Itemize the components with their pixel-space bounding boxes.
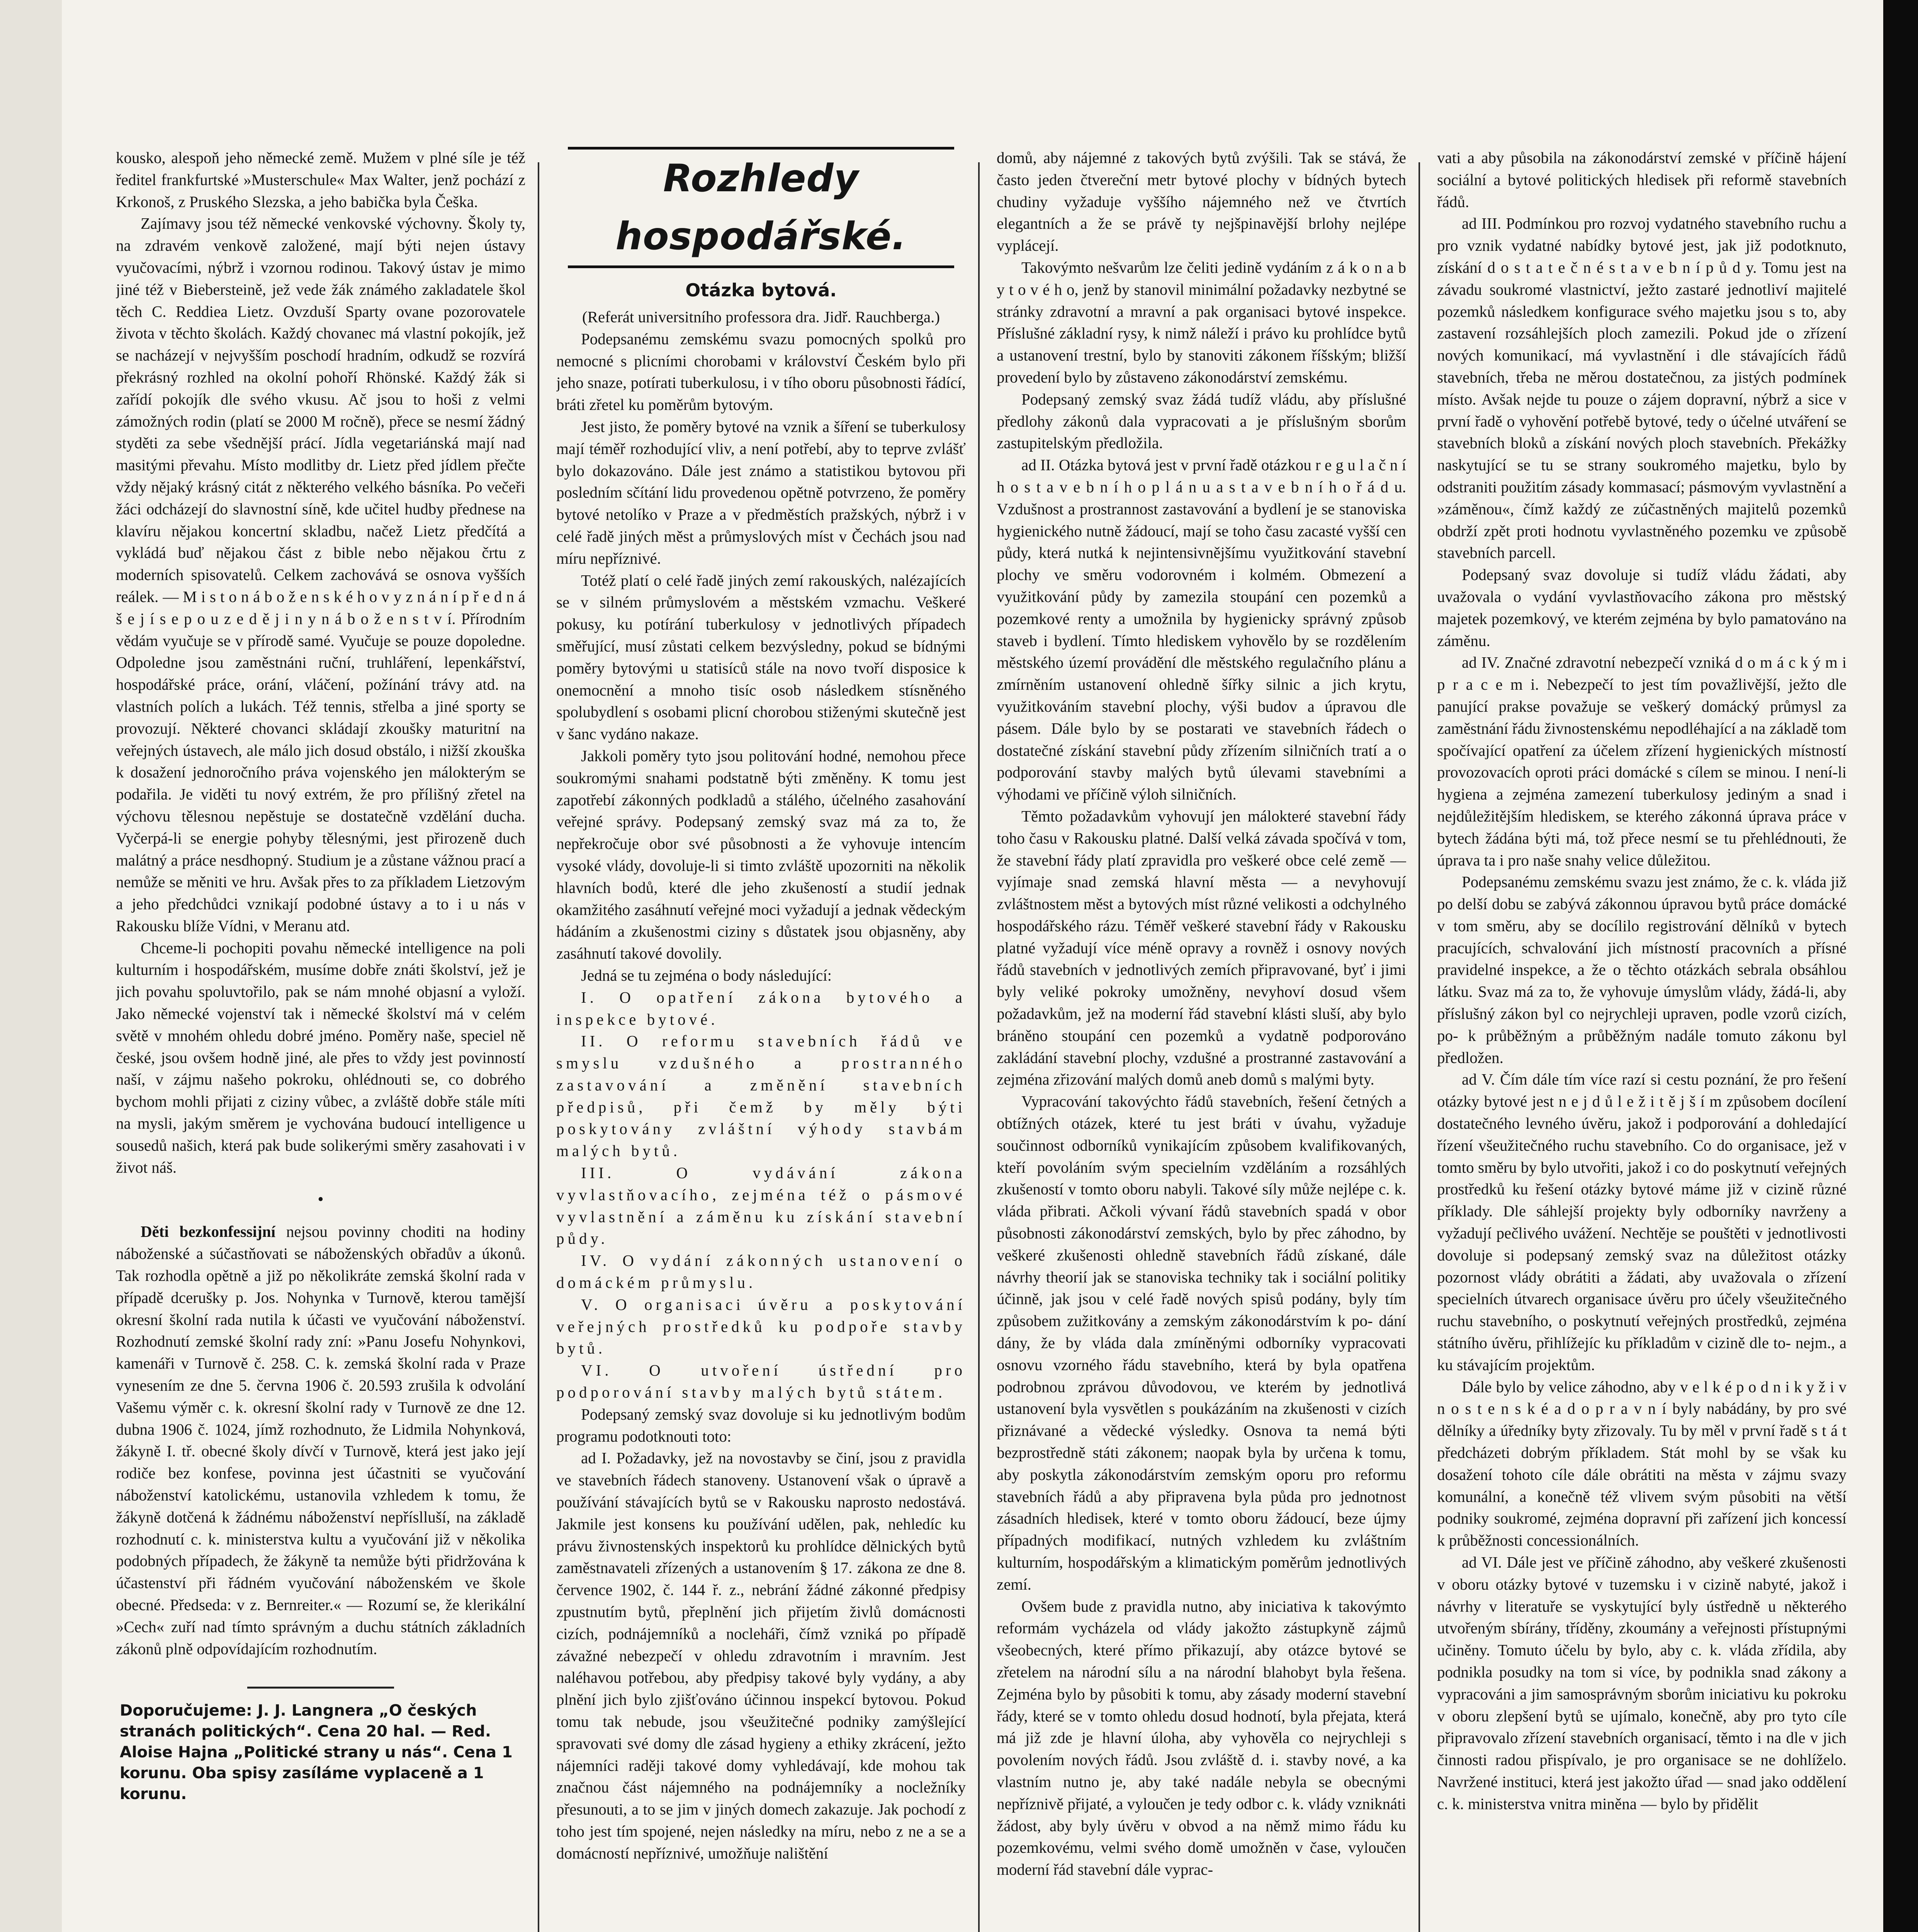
paragraph: ad II. Otázka bytová jest v první řadě otázkou r e g u l a č n í h o s t a v e b n í h o p l á n u a s t a v e b n í h o ř á d u. Vzdušnost a prostrannost zastavování a bydlení je se stanoviska hygienického nutně žádoucí, mají se toho času zacasté vyšší cen půdy, která nutká k nejintensivnějšímu využitkování stavební plochy ve směru vodorovném i kolmém. Obmezení a využitkování půdy by zamezila stoupání cen pozemků a pozemkové renty a umožnila by hygienicky správný způsob staveb i bydlení. Tímto hlediskem vyhovělo by se rozdělením městského území provádění dle městského regulačního plánu a zmírněním ustanovení ohledně šířky silnic a jich krytu, využitkováním stavební plochy, výši budov a úpravou dle pásem. Dále bylo by se postarati ve stavebních řádech o dostatečné získání stavební půdy zřízením silničních tratí a o podporování stavby malých bytů úlevami stavebními a výhodami ve příčině výloh silničních. bbox=[997, 456, 1406, 803]
newspaper-page bbox=[116, 147, 1847, 1932]
column-3 bbox=[997, 147, 1406, 1932]
column-rule bbox=[978, 162, 980, 1932]
program-point: VI. O utvoření ústřední pro podporování stavby malých bytů státem. bbox=[556, 1361, 966, 1401]
column-rule bbox=[1419, 162, 1420, 1932]
paragraph: vati a aby působila na zákonodárství zemské v příčině hájení sociální a bytové politických hledisek při reformě stavebních řádů. bbox=[1437, 149, 1847, 211]
paragraph: Dále bylo by velice záhodno, aby v e l k é p o d n i k y ž i v n o s t e n s k é a d o p r a v n í byly nabádány, by pro své dělníky a úředníky byty zřizovaly. Tu by měl v první řadě s t á t předcházeti dobrým příkladem. Stát mohl by se však ku dosažení tohoto cíle dále obrátiti na města v zájmu svazy komunální, a konečně též vlivem svým působiti na větší podniky soukromé, zejména dopravní při zařízení jich koncessí k průběžnosti concessionálních. bbox=[1437, 1378, 1847, 1549]
paragraph: ad IV. Značné zdravotní nebezpečí vzniká d o m á c k ý m i p r a c e m i. Nebezpečí to jest tím považlivější, ježto dle panující prakse považuje se veškerý domácký průmysl za zaměstnání řádu živnostenskému nepodléhající a na základě tom spočívající opatření za účelem zřízení hygienických místností provozovacích oproti práci domácké s cílem se minou. I není-li hygiena a zejména zamezení tuberkulosy jediným a snad i nejdůležitějším hlediskem, se kterého zákonná úprava práce v bytech žádána býti má, tož přece nesmí se tu přehlédnouti, že úprava ta i pro naše snahy velice důležitou. bbox=[1437, 653, 1847, 869]
paragraph: ad III. Podmínkou pro rozvoj vydatného stavebního ruchu a pro vznik vydatné nabídky bytové jest, jak již podotknuto, získání d o s t a t e č n é s t a v e b n í p ů d y. Tomu jest na závadu soukromé vlastnictví, ježto zastaré jednotliví majitelé pozemků následkem konfigurace svého majetku jsou s to, aby zastavení rozsáhlejších ploch zamezili. Pokud jde o zřízení nových komunikací, má vyvlastnění i dle stávajících řádů stavebních, třeba ne měrou dostatečnou, za jistých podmínek místo. Avšak nejde tu pouze o zájem dopravní, nýbrž a sice v první řadě o vyhovění potřebě bytové, tedy o účelné utváření se stavebních bloků a získání nových ploch stavebních. Překážky naskytující se tu se strany soukromého majetku, bylo by odstraniti použitím zásady kommasací; pásmovým vyvlastnění a »záměnou«, čímž každý ze zúčastněných majitelů pozemků obdrží zpět proti hodnotu vyvlastněného pozemku ve způsobě stavebních parcell. bbox=[1437, 214, 1847, 562]
article-subtitle: (Referát universitního professora dra. Jidř. Rauchberga.) bbox=[582, 308, 940, 326]
paragraph: Totéž platí o celé řadě jiných zemí rakouských, nalézajících se v silném průmyslovém a městském vzmachu. Veškeré pokusy, ku potírání tuberkulosy v jednotlivých případech směřující, musí zůstati celkem bezvýsledny, pokud se bídnými poměry bytovými u statisíců stále na novo tvoří disposice k onemocnění a mnoho tisíc osob následkem stísněného spolubydlení s osobami plicní chorobou stiženými skutečně jest v šanc vydáno nakaze. bbox=[556, 571, 966, 743]
paragraph: ad VI. Dále jest ve příčině záhodno, aby veškeré zkušenosti v oboru otázky bytové v tuzemsku i v cizině nabyté, jakož i návrhy v literatuře se vyskytující byly ústředně u některého utvořeným sbírány, tříděny, zkoumány a veřejnosti přístupnými učiněny. Tomuto účelu by bylo, aby c. k. vláda zřídila, aby podnikla posudky na tom si více, by podnikla snad zákony a vypracováni a jim samosprávným sborům iniciativu ku pokroku v oboru zlepšení bytů se ujímalo, konečně, aby pro tyto cíle připravovalo zřízení stavebních organisací, těmto i na dle v jich činnosti radou přispívalo, je pro organisace se ne dohlíželo. Navržené instituci, která jest jakožto úřad — snad jako oddělení c. k. ministerstva vnitra miněna — bylo by přidělit bbox=[1437, 1553, 1847, 1813]
paragraph: ad I. Požadavky, jež na novostavby se činí, jsou z pravidla ve stavebních řádech stanoveny. Ustanovení však o úpravě a používání stávajících bytů se v Rakousku naprosto nedostává. Jakmile jest konsens ku používání udělen, pak, nehledíc ku právu živnostenských inspektorů ku prohlídce dělnických bytů zaměstnavateli zřízených a ustanovením § 17. zákona ze dne 8. července 1902, č. 144 ř. z., nebrání žádné zákonné předpisy zpustnutím bytů, přeplnění jich přijetím živlů domácnosti cizích, podnájemníků a nocleháři, čímž vzniká po případě závažné nebezpečí v ohledu zdravotním i mravním. Jest naléhavou potřebou, aby předpisy takové byly vydány, a aby plnění jich bylo zjišťováno účinnou inspekcí bytovou. Pokud tomu tak nebude, jsou všeužitečné podniky zamýšlející spravovati své domy dle zásad hygieny a ethiky zkrácení, ježto nájemníci raději takové domy vyhledávají, kde mohou tak značnou část nájemného na podnájemníky a nocležníky přesunouti, a to se jim v jiných domech zakazuje. Jak pochodí z toho jest tím spojené, nejen následky na míru, nebo z ne a se a domácností nepříznivé, umožňuje nalištění bbox=[556, 1449, 966, 1862]
program-point: IV. O vydání zákonných ustanovení o domáckém průmyslu. bbox=[556, 1252, 966, 1292]
column-2 bbox=[556, 147, 966, 1932]
scan-margin-right bbox=[1883, 0, 1918, 1932]
divider bbox=[247, 1687, 394, 1689]
column-rule bbox=[538, 162, 539, 1932]
paragraph: Podepsaný svaz dovoluje si tudíž vládu žádati, aby uvažovala o vydání vyvlastňovacího zákona pro městský majetek pozemkový, ve kterém zejména by bylo pamatováno na záměnu. bbox=[1437, 566, 1847, 650]
paragraph: Takovýmto nešvarům lze čeliti jedině vydáním z á k o n a b y t o v é h o, jenž by stanovil minimální požadavky nezbytné se stránky zdravotní a mravní a pak organisaci bytové inspekce. Příslušné základní rysy, k nimž náleží i právo ku prohlídce bytů a ustanovení trestní, bylo by stanoviti zákonem říšským; bližší provedení bylo by zůstaveno zákonodárství zemskému. bbox=[997, 258, 1406, 386]
paragraph: Podepsaný zemský svaz žádá tudíž vládu, aby příslušné předlohy zákonů dala vypracovati a je příslušným sborům zastupitelským předložila. bbox=[997, 390, 1406, 452]
paragraph: kousko, alespoň jeho německé země. Mužem v plné síle je též ředitel frankfurtské »Musterschule« Max Walter, jenž pochází z Krkonoš, z Pruského Slezska, a jeho babička byla Češka. bbox=[116, 149, 525, 211]
news-item-lead: Děti bezkonfessijní bbox=[141, 1223, 275, 1241]
article-title: Otázka bytová. bbox=[685, 280, 837, 301]
book-notice: Doporučujeme: J. J. Langnera „O českých stranách politických“. Cena 20 hal. — Red. Aloise Hajna „Politické strany u nás“. Cena 1 korunu. Oba spisy zasíláme vyplaceně a 1 korunu. bbox=[120, 1702, 513, 1803]
rubric-header bbox=[568, 147, 954, 268]
paragraph: domů, aby nájemné z takových bytů zvýšili. Tak se stává, že často jeden čtvereční metr bytové plochy v bídných bytech chudiny vyžaduje vyššího nájemného než ve čtvrtích elegantních a že se právě ty nejšpinavější brlohy nejlépe vyplácejí. bbox=[997, 149, 1406, 255]
paragraph: Jakkoli poměry tyto jsou politování hodné, nemohou přece soukromými snahami podstatně býti změněny. K tomu jest zapotřebí zákonných podkladů a stálého, účelného zasahování veřejné správy. Podepsaný zemský svaz má za to, že nepřekročuje obor své působnosti a že vyhovuje intencím vysoké vlády, dovoluje-li si timto zvláště upozorniti na několik hlavních bodů, které dle jeho zkušeností a studií jednak okamžitého zasáhnutí veřejné moci vyžadují a jednak vědeckým hádáním a zkušenostmi ciziny s důstatek jsou objasněny, aby zasáhnutí takové dovolily. bbox=[556, 747, 966, 963]
program-point: III. O vydávání zákona vyvlastňovacího, zejména též o pásmové vyvlastnění a záměnu ku získání stavební půdy. bbox=[556, 1164, 966, 1248]
rubric-title: Rozhledy hospodářské. bbox=[615, 156, 907, 259]
paragraph: Podepsanému zemskému svazu jest známo, že c. k. vláda již po delší dobu se zabývá zákonnou úpravou bytů práce domácké v tom směru, aby se docílilo registrování dělníků v bytech pracujících, schvalování jich místností pracovních a přísné pravidelné inspekce, a že o těchto otázkách sebrala obsáhlou látku. Svaz má za to, že vyhovuje úmyslům vlády, žádá-li, aby příslušný zákon byl co nejrychleji upraven, podle vzorů cizích, po- k průběžným a průběžným nadále tomuto zákonu byl předložen. bbox=[1437, 873, 1847, 1066]
paragraph: Vypracování takovýchto řádů stavebních, řešení četných a obtížných otázek, které tu jest bráti v úvahu, vyžaduje součinnost odborníků vynikajícím způsobem kvalifikovaných, kteří povoláním svým specielním vzděláním a rozsáhlých zkušeností v tomto oboru nabyli. Takové síly může nejlépe c. k. vláda přibrati. Ačkoli vývaní řádů stavebních spadá v obor působnosti zákonodárství zemských, bylo by přec záhodno, by veškeré zkušenosti ohledně stavebních řádů získané, dále návrhy theorií jak se stanoviska techniky tak i sociální politiky účinně, jak jsou v celé řadě nových spisů podány, byly tím způsobem zužitkovány a zemským zákonodárstvím k po- dání dány, že by vláda dala zmíněnými odborníky vypracovati osnovu vzorného řádu stavebního, která by byla opatřena podrobnou zprávou důvodovou, ve kterém by jednotlivá ustanovení byla vysvětlen s poukázáním na zkušenosti v cizích přiznávané a vědecké výsledky. Osnova ta nemá býti bezprostředně státi zákonem; naopak byla by určena k tomu, aby poskytla zákonodárstvím zemským oporu pro reformu stavebních řádů a aby připravena byla půda pro jednotnost zásadních hledisek, které v tomto oboru žádoucí, beze újmy případných modifikací, nutných vzhledem ku zvláštním kulturním, hospodářským a klimatickým poměrům jednotlivých zemí. bbox=[997, 1092, 1406, 1593]
news-item bbox=[116, 1221, 525, 1660]
program-point: I. O opatření zákona bytového a inspekce bytové. bbox=[556, 988, 966, 1028]
section-ornament: • bbox=[318, 1190, 324, 1209]
column-4 bbox=[1437, 147, 1847, 1932]
column-1 bbox=[116, 147, 525, 1932]
paragraph: Jedná se tu zejména o body následující: bbox=[581, 966, 832, 984]
paragraph: Chceme-li pochopiti povahu německé intelligence na poli kulturním i hospodářském, musíme dobře znáti školství, jež je jich povahu spoluvtořilo, pak se nám mnohé objasní a vyloží. Jako německé vojenství tak i německé školství má v celém světě v mnohém ohledu dobré jméno. Poměry naše, speciel ně české, jsou ovšem hodně jiné, ale přes to vždy jest povinností naší, v zájmu našeho pokroku, ohlédnouti se, co dobrého bychom mohli přijati z ciziny vůbec, a zvláště dobře stále míti na mysli, jakým směrem je vychována budoucí intelligence u sousedů našich, která pak bude solikerými směry zasahovati i v život náš. bbox=[116, 939, 525, 1176]
news-item-text: nejsou povinny choditi na hodiny náboženské a súčastňovati se náboženských obřadův a úkonů. Tak rozhodla opětně a již po několikráte zemská školní rada v případě dcerušky p. Jos. Nohynka v Turnově, kterou tamější okresní školní rada nutila k účasti ve vyučování náboženství. Rozhodnutí zemské školní rady zní: »Panu Josefu Nohynkovi, kamenáři v Turnově č. 258. C. k. zemská školní rada v Praze vynesením ze dne 5. června 1906 č. 20.593 zrušila k odvolání Vašemu výměr c. k. okresní školní rady v Turnově ze dne 12. dubna 1906 č. 1024, jímž rozhodnuto, že Lidmila Nohynková, žákyně I. tř. obecné školy dívčí v Turnově, která jest jako její rodiče bez konfese, povinna jest účastniti se vyučování náboženství katolickému, ustanovila vzhledem k tomu, že žákyně dotčená k žádnému náboženství nepříslluší, na základě rozhodnutí c. k. ministerstva kultu a vyučování již v několika podobných případech, že žákyně ta nemůže býti přidržována k účastenství při řádném vyučování náboženském ve škole obecné. Předseda: v z. Bernreiter.« — Rozumí se, že klerikální »Cech« zuří nad tímto správným a duchu státních základních zákonů plně odpovídajícím rozhodnutím. bbox=[116, 1223, 525, 1658]
paragraph: Zajímavy jsou též německé venkovské výchovny. Školy ty, na zdravém venkově založené, mají býti nejen ústavy vyučovacími, nýbrž i vzornou rodinou. Takový ústav je mimo jiné též v Biebersteině, jež vede žák známého zakladatele škol těch C. Reddiea Lietz. Ovzduší Sparty ovane pozorovatele života v těchto školách. Každý chovanec má vlastní pokojík, jež se nacházejí v nejvyšším poschodí hradním, odkudž se rozvírá překrásný rozhled na okolní pohoří Rhönské. Každý žák si zařídí pokojík dle svého vkusu. Ač jsou to hoši z velmi zámožných rodin (platí se 2000 M ročně), přece se nesmí žádný styděti za sebe všednější prácí. Jídla vegetariánská mají nad masitými převahu. Místo modlitby dr. Lietz před jídlem přečte vždy nějaký krásný citát z některého velkého básníka. Po večeři žáci odcházejí do slavnostní síně, kde učitel hudby přednese na klavíru nějakou koncertní skladbu, načež Lietz předčítá a vykládá buď nějakou část z bible nebo nějakou črtu z moderních spisovatelů. Celkem zachovává se osnova vyšších reálek. — M i s t o n á b o ž e n s k é h o v y z n á n í p ř e d n á š e j í s e p o u z e d ě j i n y n á b o ž e n s t v í. Přírodním vědám vyučuje se v přírodě samé. Vyučuje se pouze dopoledne. Odpoledne jsou zaměstnáni ruční, truhláření, lepenkářství, hospodářské práce, orání, vláčení, požínání trávy atd. na vlastních polích a lukách. Též tennis, střelba a jiné sporty se provozují. Některé chovanci skládají zkoušky maturitní na veřejných ústavech, ale málo jich dosud obstálo, i nižší zkouška k dosažení jednoročního práva vojenského jen málokterým se podařila. Je viděti tu nový extrém, že pro přílišný zřetel na výchovu tělesnou nepěstuje se dostatečně vzdělání ducha. Vyčerpá-li se energie pohyby tělesnými, jest přirozeně duch malátný a práce nesdhopný. Studium je a zůstane vážnou prací a nemůže se měniti ve hru. Avšak přes to za příkladem Lietzovým a jeho předchůdci vznikají podobné ústavy a to i u nás v Rakousku blíže Vídni, v Meranu atd. bbox=[116, 214, 525, 935]
program-point: V. O organisaci úvěru a poskytování veřejných prostředků ku podpoře stavby bytů. bbox=[556, 1295, 966, 1357]
paragraph: Ovšem bude z pravidla nutno, aby iniciativa k takovýmto reformám vycházela od vlády jakožto zástupkyně zájmů všeobecných, které přímo přikazují, aby otázce bytové se zřetelem na národní sílu a na národní blahobyt byla řešena. Zejména bylo by působiti k tomu, aby zásady moderní stavební řády, které se v tomto ohledu dosud hodnotí, byla přejata, která má již zde je hlavní úloha, aby vyhověla co nejrychleji s povolením nových řádů. Jsou zvláště d. i. stavby nové, a ka vlastním nutno je, aby také nadále nebyla se obecnými nepříznivě přijaté, a vyloučen je tedy odbor c. k. vlády vzniknáti žádost, aby byly úvěru v obvod a na němž mimo řádu ku pozemkovému, velmi svého domě umožněn v čase, vyloučen moderní řád stavební dále vyprac- bbox=[997, 1597, 1406, 1879]
paragraph: ad V. Čím dále tím více razí si cestu poznání, že pro řešení otázky bytové jest n e j d ů l e ž i t ě j š í m způsobem docílení dostatečného levného úvěru, jakož i podporování a dohledající řízení všeužitečného ruchu stavebního. Co do organisace, jež v tomto směru by bylo utvořiti, jakož i co do poskytnutí veřejných prostředků ku řešení otázky bytové máme již v cizině různé příklady. Dle sáhlejší projekty byly odborníky navrženy a vyžadují pečlivého uvážení. Nechtěje se pouštěti v jednotlivosti dovoluje si podepsaný zemský svaz na důležitost otázky pozornost vlády obrátiti a žádati, aby uvažovala o zřízení specielních útvarech organisace úvěru pro účely všeužitečného ruchu stavebního, o poskytnutí veřejných prostředků, zejména státního úvěru, přihlížejíc ku příkladům v cizině dle to- nejm., a ku stávajícím projektům. bbox=[1437, 1070, 1847, 1374]
paragraph: Podepsaný zemský svaz dovoluje si ku jednotlivým bodům programu podotknouti toto: bbox=[556, 1405, 966, 1445]
scan-margin-left bbox=[0, 0, 62, 1932]
paragraph: Jest jisto, že poměry bytové na vznik a šíření se tuberkulosy mají téměř rozhodující vliv, a není potřebí, aby to teprve zvlášť bylo dokazováno. Dále jest známo a statistikou bytovou při posledním sčítání lidu provedenou opětně potvrzeno, že poměry bytové netolíko v Praze a v předměstích pražských, nýbrž i v celé řadě jiných měst a průmyslových míst v Čechách jsou nad míru nepříznivé. bbox=[556, 417, 966, 567]
paragraph: Podepsanému zemskému svazu pomocných spolků pro nemocné s plicními chorobami v království Českém bylo při jeho snaze, potírati tuberkulosu, i v tího oboru působnosti řádící, bráti zřetel ku poměrům bytovým. bbox=[556, 330, 966, 414]
paragraph: Těmto požadavkům vyhovují jen málokteré stavební řády toho času v Rakousku platné. Další velká závada spočívá v tom, že stavební řády platí zpravidla pro veškeré obce celé země — vyjímaje snad zemská hlavní města — a nevyhovují zvláštnostem měst a bytových míst různé velikosti a odchylného hospodářského rázu. Téměř veškeré stavební řády v Rakousku platné vyžadují více méně opravy a rovněž i osnovy nových řádů stavebních v jednotlivých zemích připravované, byť i jimi byly veliké pokroky umožněny, nevyhoví dosud všem požadavkům, jež na moderní řád stavební klásti sluší, aby bylo bráněno stoupání cen pozemků a vydatně podporováno zakládání stavební plochy, vzdušné a prostranné zastavování a zejména zřizování malých domů aneb domů s malými byty. bbox=[997, 807, 1406, 1088]
program-point: II. O reformu stavebních řádů ve smyslu vzdušného a prostranného zastavování a změnění stavebních předpisů, při čemž by měly býti poskytovány zvláštní výhody stavbám malých bytů. bbox=[556, 1032, 966, 1160]
